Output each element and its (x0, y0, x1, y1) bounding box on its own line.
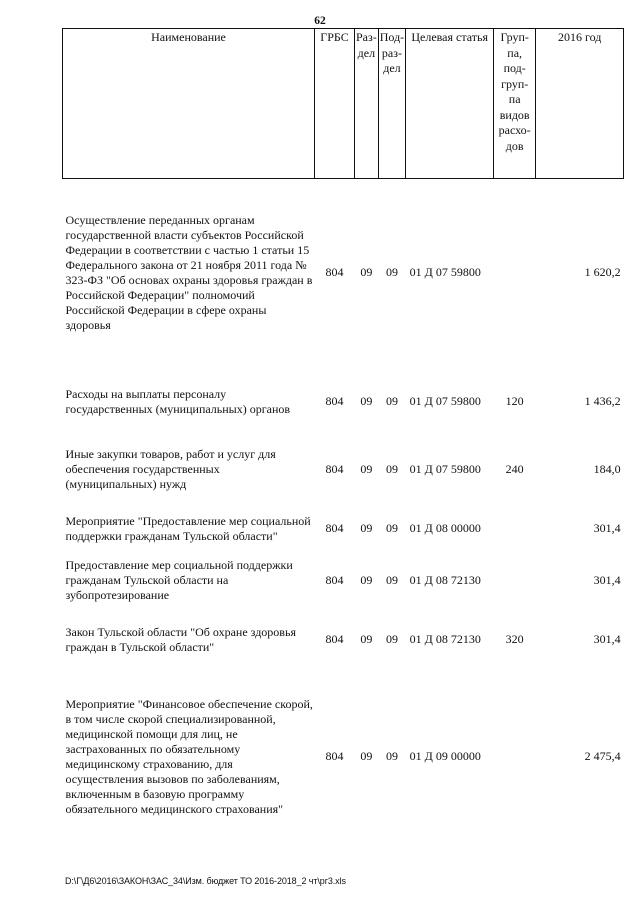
row-podrazdel: 09 (385, 265, 398, 280)
row-celevaya: 01 Д 08 00000 (409, 521, 481, 535)
row-razdel: 09 (360, 394, 373, 408)
row-podrazdel: 09 (385, 573, 398, 587)
row-podrazdel: 09 (385, 632, 398, 646)
row-amount: 1 620,2 (584, 265, 621, 280)
header-razdel: Раз- дел (355, 29, 379, 179)
row-razdel: 09 (360, 521, 373, 535)
row-razdel: 09 (360, 462, 373, 476)
row-razdel: 09 (360, 265, 373, 280)
file-path-footer: D:\Г\Д6\2016\ЗАКОН\ЗАС_34\Изм. бюджет ТО 2016-2018_2 чт\рг3.xls (65, 876, 346, 886)
header-celevaya-statya: Целевая статья (406, 29, 494, 179)
table-row (63, 437, 624, 503)
row-razdel: 09 (360, 632, 373, 646)
row-amount: 301,4 (593, 632, 621, 646)
row-grbs: 804 (325, 462, 344, 476)
row-vid (494, 503, 536, 555)
table-row (63, 673, 624, 841)
table-row (63, 555, 624, 607)
row-name: Мероприятие "Финансовое обеспечение скорой, в том числе скорой специализированной, медицинской помощи для лиц, не застрахованных по обязательному медицинскому страхованию, для осуществления вызовов по заболеваниям, включенным в базовую программу обязательного медицинского страхования" (65, 696, 313, 816)
row-name: Иные закупки товаров, работ и услуг для обеспечения государственных (муниципальных) нужд (65, 447, 276, 491)
header-year: 2016 год (536, 29, 624, 179)
row-celevaya: 01 Д 07 59800 (409, 462, 481, 476)
row-amount: 1 436,2 (584, 394, 621, 408)
row-celevaya: 01 Д 09 00000 (409, 749, 481, 763)
header-podrazdel: Под- раз- дел (378, 29, 405, 179)
row-name: Закон Тульской области "Об охране здоровья граждан в Тульской области" (65, 624, 296, 654)
table-row (63, 367, 624, 437)
table-row (63, 179, 624, 367)
row-grbs: 804 (325, 573, 344, 587)
budget-table (62, 28, 624, 841)
row-podrazdel: 09 (385, 749, 398, 763)
row-amount: 2 475,4 (584, 749, 621, 763)
row-celevaya: 01 Д 07 59800 (409, 265, 481, 280)
table-header-row (63, 29, 624, 179)
row-name: Предоставление мер социальной поддержки гражданам Тульской области на зубопротезирование (65, 558, 293, 602)
row-grbs: 804 (325, 749, 344, 763)
row-amount: 301,4 (593, 521, 621, 535)
header-name: Наименование (63, 29, 315, 179)
row-amount: 184,0 (593, 462, 621, 476)
row-name: Осуществление переданных органам государственной власти субъектов Российской Федерации в соответствии с частью 1 статьи 15 Федерального закона от 21 ноября 2011 года № 323-ФЗ "Об основах охраны здоровья граждан в Российской Федерации" полномочий Российской Федерации в сфере охраны здоровья (65, 212, 313, 332)
row-podrazdel: 09 (385, 394, 398, 408)
row-amount: 301,4 (593, 573, 621, 587)
row-podrazdel: 09 (385, 521, 398, 535)
row-vid: 120 (505, 394, 524, 408)
row-name: Расходы на выплаты персоналу государственных (муниципальных) органов (65, 386, 291, 416)
row-grbs: 804 (325, 265, 344, 280)
row-grbs: 804 (325, 521, 344, 535)
page-number: 62 (314, 15, 326, 27)
row-razdel: 09 (360, 573, 373, 587)
row-name: Мероприятие "Предоставление мер социальной поддержки гражданам Тульской области" (65, 513, 311, 543)
row-vid: 320 (505, 632, 524, 646)
header-grbs: ГРБС (315, 29, 355, 179)
row-vid: 240 (505, 462, 524, 476)
table-row (63, 607, 624, 673)
table-row (63, 503, 624, 555)
row-vid (494, 179, 536, 367)
row-razdel: 09 (360, 749, 373, 763)
row-celevaya: 01 Д 08 72130 (409, 632, 481, 646)
header-gruppa: Груп- па, под- груп- па видов расхо- дов (494, 29, 536, 179)
row-grbs: 804 (325, 632, 344, 646)
row-podrazdel: 09 (385, 462, 398, 476)
row-celevaya: 01 Д 08 72130 (409, 573, 481, 587)
row-vid (494, 673, 536, 841)
row-vid (494, 555, 536, 607)
row-celevaya: 01 Д 07 59800 (409, 394, 481, 408)
row-grbs: 804 (325, 394, 344, 408)
